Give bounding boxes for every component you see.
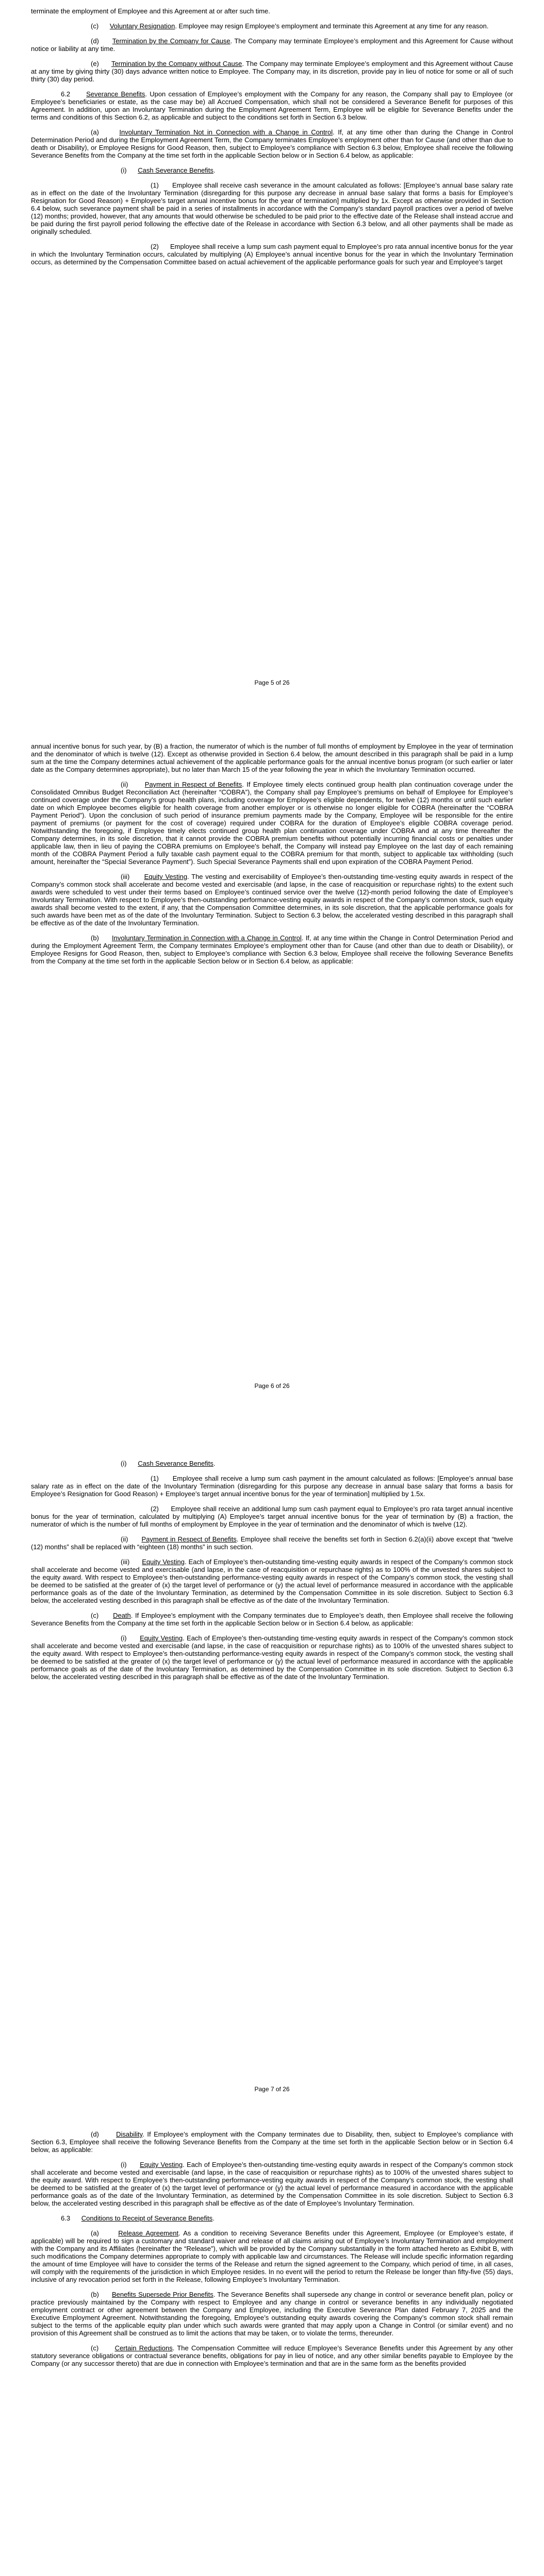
paragraph: (iii) Equity Vesting. The vesting and exercisability of Employee’s then-outstanding time-vesting equity awards in respect of the Company’s common stock shall accelerate and become vested and exercisable (and lapse, in the case of reacquisition or repurchase rights) to the extent such awards were scheduled to vest under their terms based on Employee’s continued service over the twelve (12)-month period following the date of Employee’s Involuntary Termination. With respect to Employee’s then-outstanding performance-vesting equity awards in respect of the Company’s common stock, such equity awards shall become vested to the extent, if any, that the Compensation Committee determines, in its sole discretion, that the applicable performance goals for such awards have been met as of the date of the Involuntary Termination. Subject to Section 6.3 below, the accelerated vesting described in this paragraph shall be effective as of the date of the Involuntary Termination. bbox=[31, 873, 513, 927]
document-page-7 bbox=[0, 1406, 544, 2110]
paragraph: (iii) Equity Vesting. Each of Employee’s then-outstanding time-vesting equity awards in respect of the Company’s common stock shall accelerate and become vested and exercisable (and lapse, in the case of reacquisition or repurchase rights) as to 100% of the unvested shares subject to the equity award. With respect to Employee’s then-outstanding performance-vesting equity awards in respect of the Company’s common stock, the vesting shall be deemed to be satisfied at the greater of (x) the target level of performance or (y) the actual level of performance measured in accordance with the applicable performance goals as of the date of the Involuntary Termination, as determined by the Compensation Committee in its sole discretion. Subject to Section 6.3 below, the accelerated vesting described in this paragraph shall be effective as of the date of the Involuntary Termination. bbox=[31, 1558, 513, 1604]
paragraph: (d) Termination by the Company for Cause. The Company may terminate Employee’s employment and this Agreement for Cause without notice or liability at any time. bbox=[31, 37, 513, 53]
document-page-8 bbox=[0, 2110, 544, 2576]
page-body bbox=[31, 742, 513, 972]
paragraph: (b) Involuntary Termination in Connection with a Change in Control. If, at any time within the Change in Control Determination Period and during the Employment Agreement Term, the Company terminates Employee’s employment other than for Cause (and other than due to death or Disability), or Employee Resigns for Good Reason, then, subject to Employee’s compliance with Section 6.3 below, Employee shall receive the following Severance Benefits from the Company at the time set forth in the applicable Section below or in Section 6.4 below, as applicable: bbox=[31, 934, 514, 965]
paragraph: (a) Release Agreement. As a condition to receiving Severance Benefits under this Agreement, Employee (or Employee’s estate, if applicable) will be required to sign a customary and standard waiver and release of all claims arising out of Employee’s Involuntary Termination and employment with the Company and its Affiliates (hereinafter the “Release”), which will be provided by the Company substantially in the form attached hereto as Exhibit B, with such modifications the Company determines appropriate to comply with applicable law and circumstances. The Release will include specific information regarding the amount of time Employee will have to consider the terms of the Release and return the signed agreement to the Company, which period of time, in all cases, will comply with the requirements of the jurisdiction in which Employee resides. In no event will the period to return the Release be longer than fifty-five (55) days, inclusive of any revocation period set forth in the Release, following Employee’s Involuntary Termination. bbox=[31, 2229, 514, 2283]
paragraph: (ii) Payment in Respect of Benefits. Employee shall receive the benefits set forth in Section 6.2(a)(ii) above except that “twelve (12) months” shall be replaced with “eighteen (18) months” in such section. bbox=[31, 1535, 514, 1551]
paragraph: (b) Benefits Supersede Prior Benefits. The Severance Benefits shall supersede any change in control or severance benefit plan, policy or practice previously maintained by the Company with respect to Employee and any change in control or severance benefits in any individually negotiated employment contract or other agreement between the Company and Employee, including the Executive Severance Plan dated February 7, 2025 and the Executive Employment Agreement. Notwithstanding the foregoing, Employee’s outstanding equity awards covering the Company’s common stock shall remain subject to the terms of the applicable equity plan under which such awards were granted that may apply upon a Change in Control (or similar event) and no provision of this Agreement shall be construed as to limit the actions that may be taken, or to violate the terms, thereunder. bbox=[31, 2291, 513, 2337]
page-body bbox=[31, 2130, 513, 2375]
paragraph: (c) Death. If Employee’s employment with the Company terminates due to Employee’s death, then Employee shall receive the following Severance Benefits from the Company at the time set forth in the applicable Section below or in Section 6.4 below, as applicable: bbox=[31, 1612, 513, 1627]
paragraph: (e) Termination by the Company without Cause. The Company may terminate Employee’s employment and this Agreement without Cause at any time by giving thirty (30) days advance written notice to Employee. The Company may, in its discretion, provide pay in lieu of notice for some or all of such thirty (30) day period. bbox=[31, 60, 513, 83]
paragraph: (i) Equity Vesting. Each of Employee’s then-outstanding time-vesting equity awards in respect of the Company’s common stock shall accelerate and become vested and exercisable (and lapse, in the case of reacquisition or repurchase rights) as to 100% of the unvested shares subject to the equity award. With respect to Employee’s then-outstanding performance-vesting equity awards in respect of the Company’s common stock, the vesting shall be deemed to be satisfied at the greater of (x) the target level of performance or (y) the actual level of performance measured in accordance with the applicable performance goals as of the date of the Involuntary Termination, as determined by the Compensation Committee in its sole discretion. Subject to Section 6.3 below, the accelerated vesting described in this paragraph shall be effective as of the date of the Involuntary Termination. bbox=[31, 1634, 514, 1681]
paragraph: (2) Employee shall receive an additional lump sum cash payment equal to Employee’s pro rata target annual incentive bonus for the year of termination, calculated by multiplying (A) Employee’s target annual incentive bonus for the year of termination by (B) a fraction, the numerator of which is the number of full months of employment by Employee in the year of termination and the denominator of which is twelve (12). bbox=[31, 1505, 513, 1528]
paragraph: (d) Disability. If Employee’s employment with the Company terminates due to Disability, then, subject to Employee’s compliance with Section 6.3, Employee shall receive the following Severance Benefits from the Company at the time set forth in the applicable Section below or in Section 6.4 below, as applicable: bbox=[31, 2130, 513, 2154]
paragraph: annual incentive bonus for such year, by (B) a fraction, the numerator of which is the number of full months of employment by Employee in the year of termination and the denominator of which is twelve (12). Except as otherwise provided in Section 6.4 below, the amount described in this paragraph shall be paid in a lump sum at the time the Company determines actual achievement of the applicable performance goals for the annual incentive bonus program (or such earlier or later date as the Company determines appropriate), but no later than March 15 of the year following the year in which the Involuntary Termination occurred. bbox=[31, 742, 513, 773]
paragraph: (1) Employee shall receive cash severance in the amount calculated as follows: [Employee’s annual base salary rate as in effect on the date of the Involuntary Termination (disregarding for this purpose any decrease in annual base salary that forms a basis for Employee’s Resignation for Good Reason) + Employee’s target annual incentive bonus for the year of termination] multiplied by 1x. Except as otherwise provided in Section 6.4 below, such severance payment shall be paid in a series of installments in accordance with the Company’s standard payroll practices over a period of twelve (12) months; provided, however, that any amounts that would otherwise be scheduled to be paid prior to the effective date of the Release shall instead accrue and be paid during the first payroll period following the effective date of the Release in accordance with Section 6.3 below, and all other payments shall be made as originally scheduled. bbox=[31, 181, 513, 235]
document-page-5 bbox=[0, 0, 544, 703]
section-6-2: 6.2 Severance Benefits. Upon cessation of Employee’s employment with the Company for any reason, the Company shall pay to Employee (or Employee’s beneficiaries or estate, as the case may be) all Accrued Compensation, which shall not be considered a Severance Benefit for purposes of this Agreement. In addition, upon an Involuntary Termination during the Employment Agreement Term, Employee will be eligible for Severance Benefits under the terms and conditions of this Section 6.2, as applicable and subject to the conditions set forth in Section 6.3 below. bbox=[31, 90, 514, 121]
paragraph: (i) Equity Vesting. Each of Employee’s then-outstanding time-vesting equity awards in respect of the Company’s common stock shall accelerate and become vested and exercisable (and lapse, in the case of reacquisition or repurchase rights) as to 100% of the unvested shares subject to the equity award. With respect to Employee’s then-outstanding performance-vesting equity awards in respect of the Company’s common stock, the vesting shall be deemed to be satisfied at the greater of (x) the target level of performance or (y) the actual level of performance measured in accordance with the applicable performance goals as of the date of the Involuntary Termination, as determined by the Compensation Committee in its sole discretion. Subject to Section 6.3 below, the accelerated vesting described in this paragraph shall be effective as of the date of Employee’s Involuntary Termination. bbox=[31, 2161, 514, 2207]
paragraph: (i) Cash Severance Benefits. bbox=[121, 1460, 216, 1467]
paragraph: terminate the employment of Employee and this Agreement at or after such time. bbox=[31, 7, 270, 15]
page-body bbox=[31, 7, 513, 273]
paragraph: (1) Employee shall receive a lump sum cash payment in the amount calculated as follows: [Employee’s annual base salary rate as in effect on the date of the Involuntary Termination (disregarding for this purpose any decrease in annual base salary that forms a basis for Employee’s Resignation for Good Reason) + Employee’s target annual incentive bonus for the year of termination] multiplied by 1.5x. bbox=[31, 1475, 514, 1498]
page-number: Page 7 of 26 bbox=[254, 2086, 290, 2093]
page-number: Page 6 of 26 bbox=[254, 1382, 290, 1389]
paragraph: (a) Involuntary Termination Not in Connection with a Change in Control. If, at any time other than during the Change in Control Determination Period and during the Employment Agreement Term, the Company terminates Employee’s employment other than for Cause (and other than due to death or Disability), or Employee Resigns for Good Reason, then, subject to Employee’s compliance with Section 6.3 below, Employee shall receive the following Severance Benefits from the Company at the time set forth in the applicable Section below or in Section 6.4 below, as applicable: bbox=[31, 128, 514, 159]
paragraph: (c) Certain Reductions. The Compensation Committee will reduce Employee’s Severance Benefits under this Agreement by any other statutory severance obligations or contractual severance benefits, obligations for pay in lieu of notice, and any other similar benefits payable to Employee by the Company (or any successor thereto) that are due in connection with Employee’s termination and that are in the same form as the benefits provided bbox=[31, 2344, 514, 2367]
paragraph: (ii) Payment in Respect of Benefits. If Employee timely elects continued group health plan continuation coverage under the Consolidated Omnibus Budget Reconciliation Act (hereinafter “COBRA”), the Company shall pay Employee’s premiums on behalf of Employee for Employee’s continued coverage under the Company’s group health plans, including coverage for Employee’s eligible dependents, for twelve (12) months or until such earlier date on which Employee becomes eligible for health coverage from another employer or is otherwise no longer eligible for COBRA (hereinafter the “COBRA Payment Period”). Upon the conclusion of such period of insurance premium payments made by the Company, Employee will be responsible for the entire payment of premiums (or payment for the cost of coverage) required under COBRA for the duration of Employee’s eligible COBRA coverage period. Notwithstanding the foregoing, if Employee timely elects continued group health plan continuation coverage under COBRA and at any time thereafter the Company determines, in its sole discretion, that it cannot provide the COBRA premium benefits without potentially incurring financial costs or penalties under applicable law, then in lieu of paying the COBRA premiums on Employee’s behalf, the Company will instead pay Employee on the last day of each remaining month of the COBRA Payment Period a fully taxable cash payment equal to the COBRA premium for that month, subject to applicable tax withholding (such amount, hereinafter the “Special Severance Payment”). Such Special Severance Payments shall end upon expiration of the COBRA Payment Period. bbox=[31, 781, 514, 866]
paragraph: (c) Voluntary Resignation. Employee may resign Employee’s employment and terminate this Agreement at any time for any reason. bbox=[91, 22, 489, 30]
document-page-6 bbox=[0, 703, 544, 1406]
section-6-3: 6.3 Conditions to Receipt of Severance Benefits. bbox=[61, 2214, 215, 2222]
paragraph: (i) Cash Severance Benefits. bbox=[121, 166, 216, 174]
page-number: Page 5 of 26 bbox=[254, 679, 290, 686]
paragraph: (2) Employee shall receive a lump sum cash payment equal to Employee’s pro rata annual incentive bonus for the year in which the Involuntary Termination occurs, calculated by multiplying (A) Employee’s annual incentive bonus for the year in which the Involuntary Termination occurs, as determined by the Compensation Committee based on actual achievement of the applicable performance goals for such year and Employee’s target bbox=[31, 243, 514, 266]
page-body bbox=[31, 1460, 513, 1688]
